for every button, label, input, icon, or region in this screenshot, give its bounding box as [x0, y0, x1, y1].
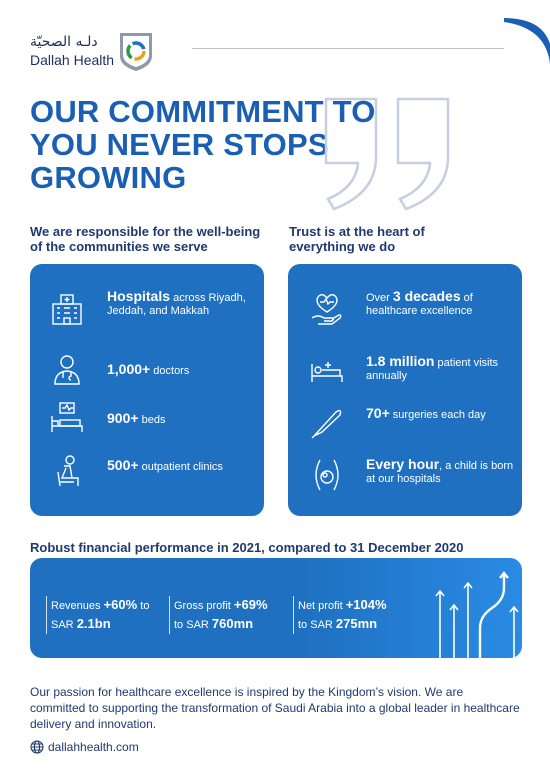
beds-stat-text: beds [138, 414, 166, 426]
brand-arabic-name: دلـه الصحيّة [30, 34, 98, 50]
outpatient-chair-icon [50, 454, 84, 488]
revenues-sar: SAR [51, 619, 77, 631]
births-stat-text: , a child is born at our hospitals [366, 460, 514, 485]
gross-profit-value: 760mn [211, 616, 254, 631]
globe-icon [30, 740, 44, 754]
financial-heading: Robust financial performance in 2021, compared to 31 December 2020 [30, 540, 464, 555]
website-text[interactable]: dallahhealth.com [48, 740, 139, 754]
net-profit-stat [293, 596, 408, 634]
net-profit-label: Net profit [298, 600, 346, 612]
website-link[interactable] [30, 740, 139, 754]
net-profit-pct: +104% [345, 597, 387, 612]
bed-icon [50, 400, 84, 434]
revenues-label: Revenues [51, 600, 104, 612]
surgeries-stat-value: 70+ [366, 405, 390, 421]
left-section-heading: We are responsible for the well-being of the communities we serve [30, 224, 261, 254]
patient-visits-stat [366, 355, 516, 383]
hospitals-stat [107, 290, 257, 318]
doctor-icon [50, 352, 84, 386]
surgeries-stat-text: surgeries each day [389, 409, 486, 421]
quote-mark-icon [318, 95, 458, 213]
brand-english-name: Dallah Health [30, 52, 115, 68]
dallah-logo-icon [118, 30, 154, 72]
corner-accent [504, 18, 550, 64]
revenues-pct: +60% [103, 597, 138, 612]
revenues-value: 2.1bn [76, 616, 111, 631]
patient-visits-stat-value: 1.8 million [366, 353, 435, 369]
revenues-stat [46, 596, 166, 634]
patient-visits-stat-text: patient visits annually [366, 357, 499, 382]
net-profit-value: 275mn [335, 616, 378, 631]
pregnancy-icon [310, 458, 344, 492]
patient-bed-icon [310, 354, 344, 388]
financial-panel [30, 558, 522, 658]
heart-hand-icon [310, 292, 344, 326]
closing-paragraph: Our passion for healthcare excellence is inspired by the Kingdom’s vision. We are committed to supporting the transformation of Saudi Arabia into a global leader in healthcare delivery and innovation. [30, 685, 520, 731]
hospitals-stat-value: Hospitals [107, 288, 171, 304]
doctors-stat-text: doctors [150, 365, 190, 377]
hospital-icon [50, 292, 84, 326]
outpatient-stat-text: outpatient clinics [138, 461, 223, 473]
outpatient-stat [107, 459, 257, 474]
right-section-heading: Trust is at the heart of everything we do [289, 224, 425, 254]
right-stats-panel [288, 264, 522, 516]
left-stats-panel [30, 264, 264, 516]
revenues-to: to [137, 600, 150, 612]
doctors-stat [107, 363, 257, 378]
decades-stat [366, 290, 516, 318]
outpatient-stat-value: 500+ [107, 457, 139, 473]
growth-arrows-icon [420, 558, 522, 658]
gross-profit-label: Gross profit [174, 600, 234, 612]
beds-stat [107, 412, 257, 427]
births-stat [366, 458, 516, 486]
page-title: OUR COMMITMENT TO YOU NEVER STOPS GROWING [30, 94, 376, 195]
decades-stat-value: 3 decades [392, 288, 461, 304]
doctors-stat-value: 1,000+ [107, 361, 151, 377]
beds-stat-value: 900+ [107, 410, 139, 426]
gross-profit-stat [169, 596, 289, 634]
gross-profit-sar: to SAR [174, 619, 212, 631]
hospitals-stat-text: across Riyadh, Jeddah, and Makkah [107, 292, 246, 317]
births-stat-value: Every hour [366, 456, 440, 472]
decades-stat-prefix: Over [366, 292, 393, 304]
surgeries-stat [366, 407, 516, 422]
scalpel-icon [310, 406, 344, 440]
gross-profit-pct: +69% [233, 597, 268, 612]
header-divider [192, 48, 504, 49]
net-profit-sar: to SAR [298, 619, 336, 631]
decades-stat-text: of healthcare excellence [366, 292, 473, 317]
